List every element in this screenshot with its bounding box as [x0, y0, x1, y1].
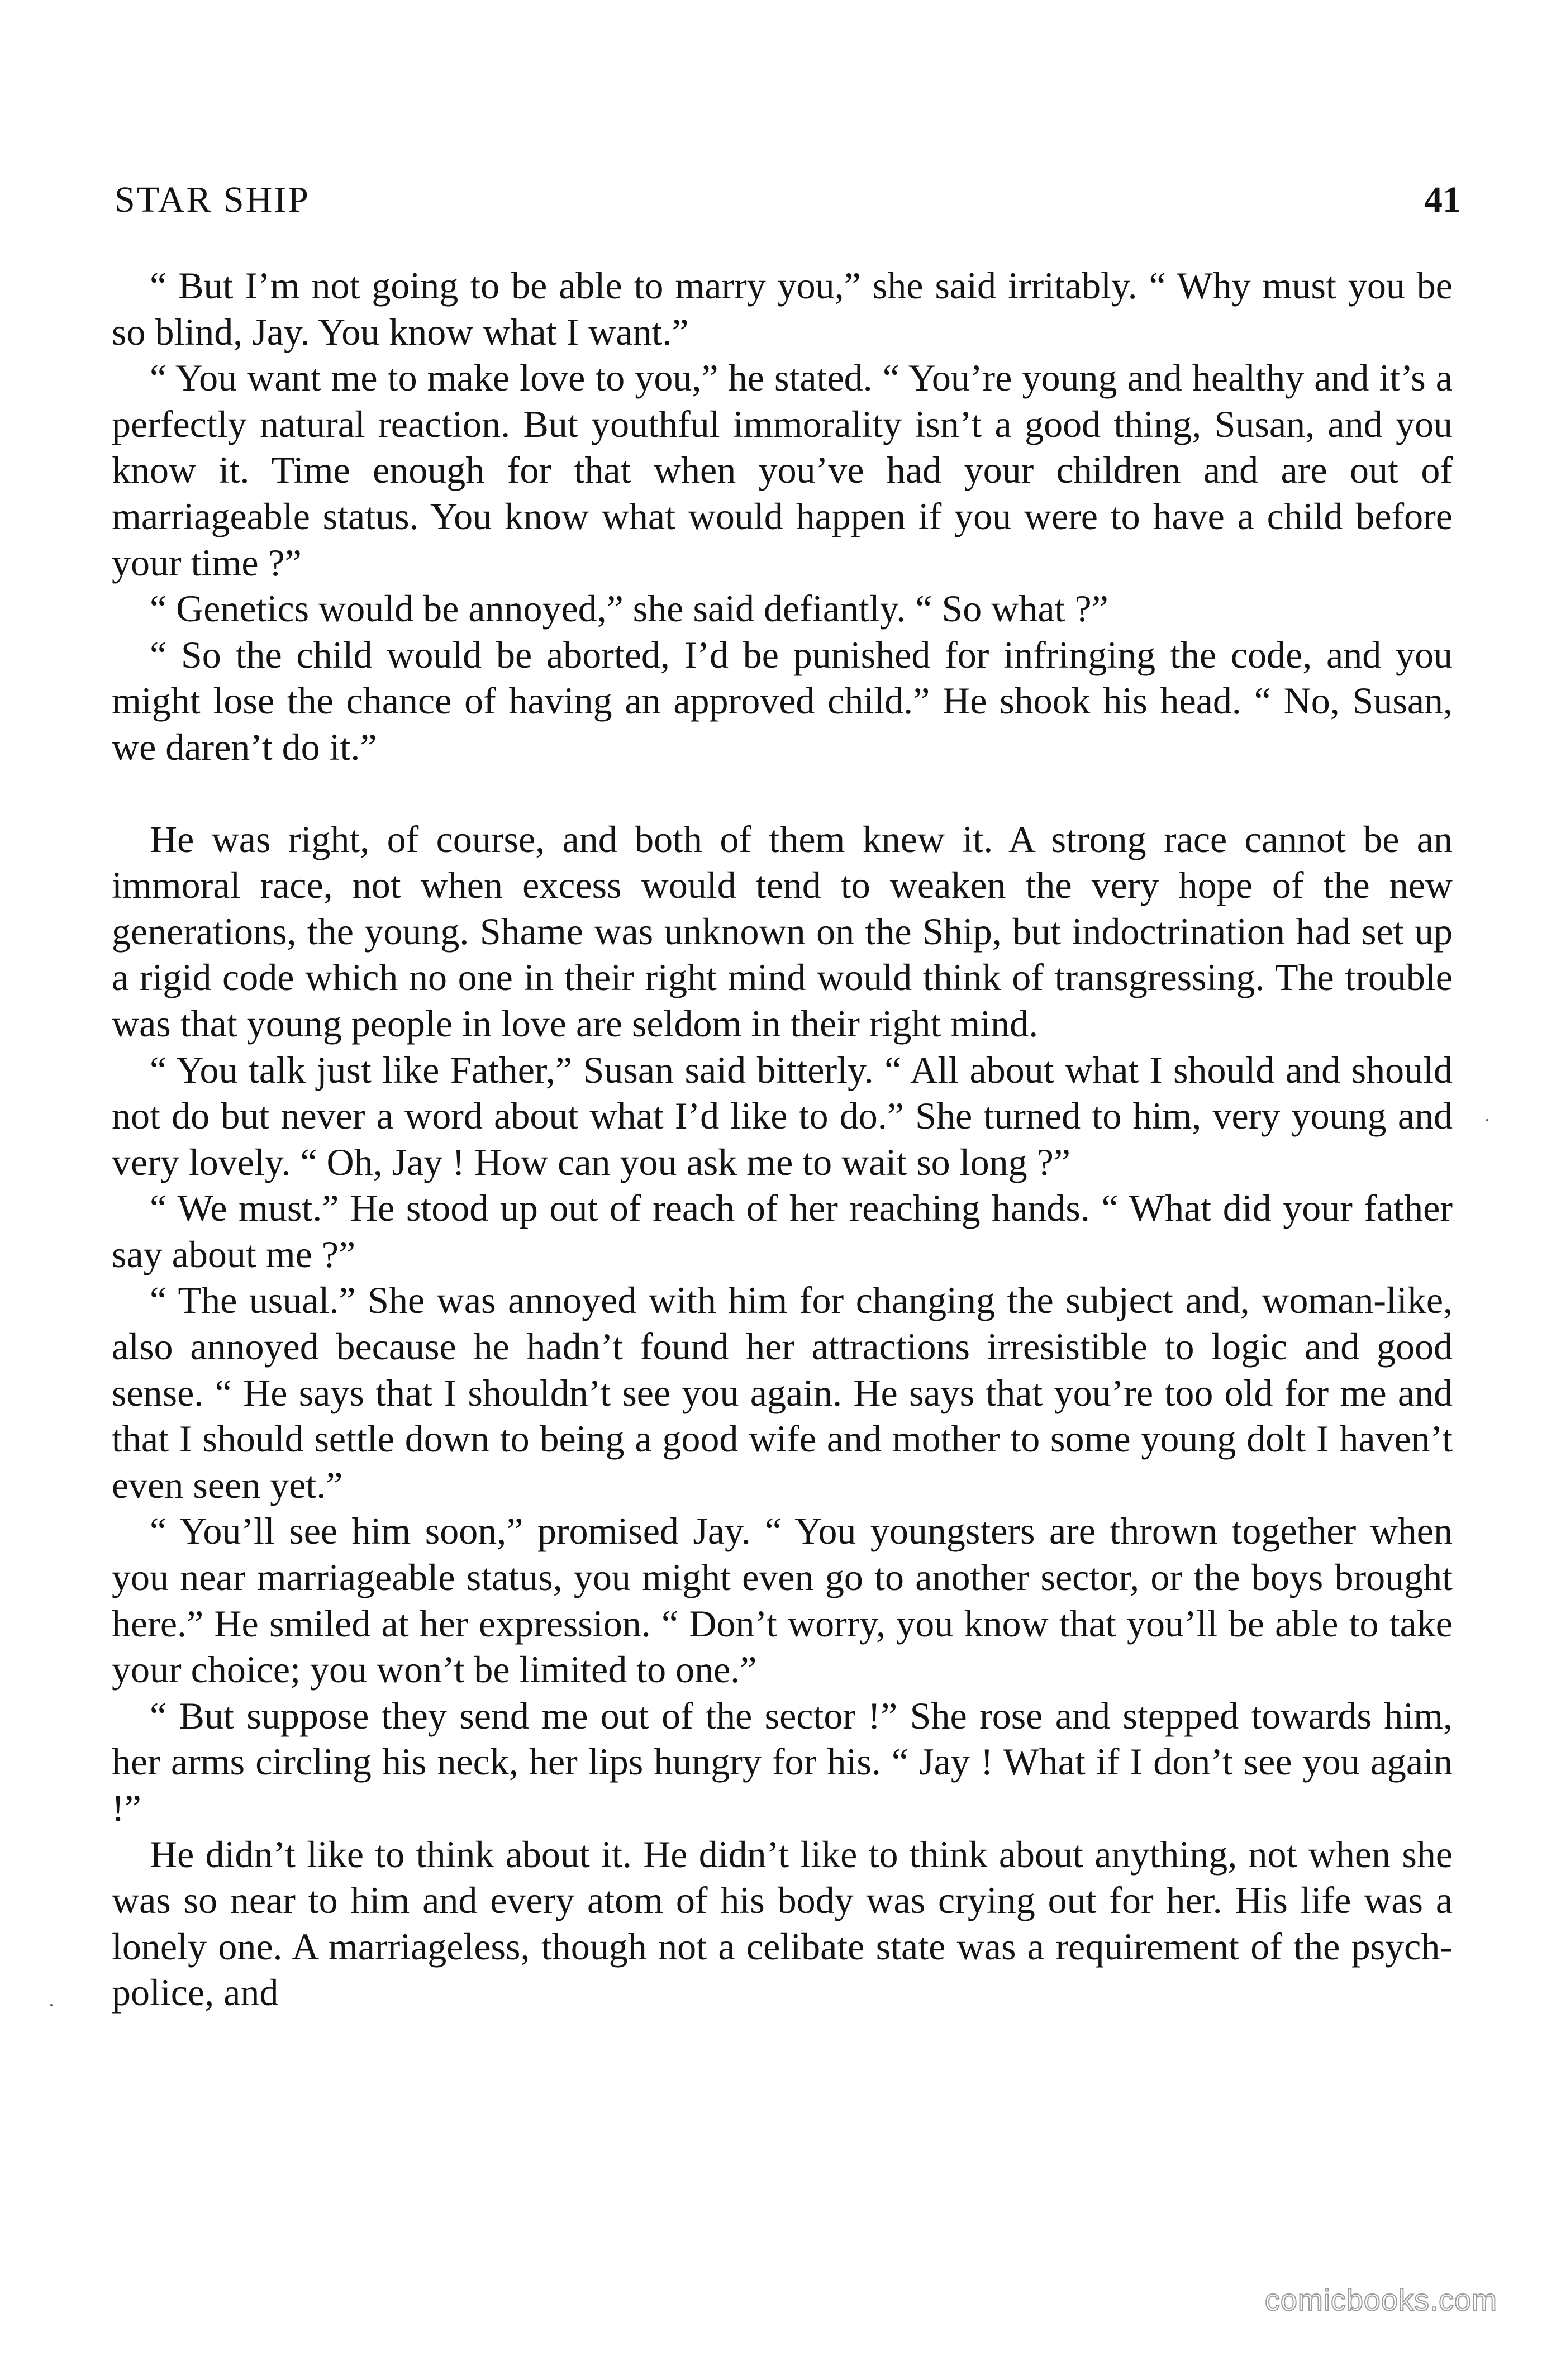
running-head — [115, 178, 1461, 222]
print-speck — [50, 2004, 53, 2006]
running-title: STAR SHIP — [115, 179, 310, 220]
paragraph: “ The usual.” She was annoyed with him for changing the subject and, woman-like, also annoyed because he hadn’t found her attractions irresistible to logic and good sense. “ He says that I shouldn’t see you again. He says that you’re too old for me and that I should settle down to being a good wife and mother to some young dolt I haven’t even seen yet.” — [112, 1279, 1453, 1506]
watermark: comicbooks.com — [1264, 2283, 1497, 2317]
paragraph: “ But I’m not going to be able to marry you,” she said irritably. “ Why must you be so blind, Jay. You know what I want.” — [112, 264, 1453, 353]
paragraph: “ So the child would be aborted, I’d be punished for infringing the code, and you might lose the chance of having an approved child.” He shook his head. “ No, Susan, we daren’t do it.” — [112, 633, 1453, 768]
paragraph: “ But suppose they send me out of the sector !” She rose and stepped towards him, her arms circling his neck, her lips hungry for his. “ Jay ! What if I don’t see you again !” — [112, 1694, 1453, 1829]
body-text — [112, 263, 1453, 2016]
paragraph: He was right, of course, and both of them knew it. A strong race cannot be an immoral race, not when excess would tend to weaken the very hope of the new generations, the young. Shame was unknown on the Ship, but indoctrination had set up a rigid code which no one in their right mind would think of transgressing. The trouble was that young people in love are seldom in their right mind. — [112, 817, 1453, 1045]
paragraph: “ Genetics would be annoyed,” she said defiantly. “ So what ?” — [150, 587, 1108, 630]
paragraph: He didn’t like to think about it. He didn’t like to think about anything, not when she was so near to him and every atom of his body was crying out for her. His life was a lonely one. A marriageless, though not a celibate state was a requirement of the psych-police, and — [112, 1832, 1453, 2014]
paragraph: “ You want me to make love to you,” he stated. “ You’re young and healthy and it’s a perfectly natural reaction. But youthful immorality isn’t a good thing, Susan, and you know it. Time enough for that when you’ve had your children and are out of marriageable status. You know what would happen if you were to have a child before your time ?” — [112, 356, 1453, 584]
paragraph: “ You talk just like Father,” Susan said bitterly. “ All about what I should and should not do but never a word about what I’d like to do.” She turned to him, very young and very lovely. “ Oh, Jay ! How can you ask me to wait so long ?” — [112, 1048, 1453, 1183]
paragraph: “ You’ll see him soon,” promised Jay. “ You youngsters are thrown together when you near marriageable status, you might even go to another sector, or the boys brought here.” He smiled at her expression. “ Don’t worry, you know that you’ll be able to take your choice; you won’t be limited to one.” — [112, 1510, 1453, 1691]
print-speck — [1486, 1119, 1488, 1121]
page-number: 41 — [1424, 179, 1461, 220]
paragraph: “ We must.” He stood up out of reach of her reaching hands. “ What did your father say about me ?” — [112, 1187, 1453, 1275]
